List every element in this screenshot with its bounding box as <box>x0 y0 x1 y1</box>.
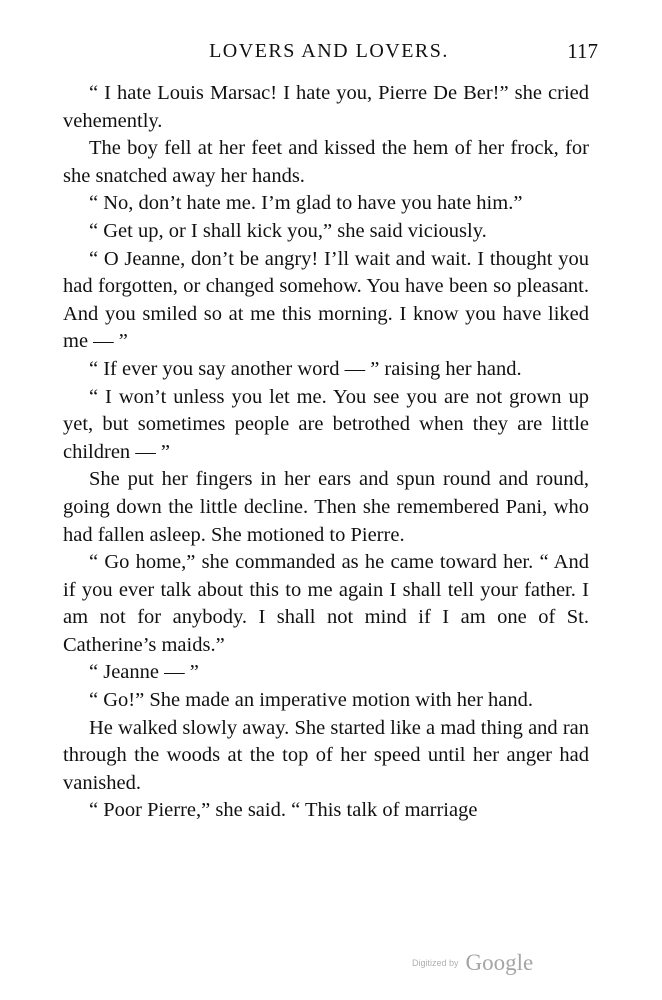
paragraph: “ I won’t unless you let me. You see you are not grown up yet, but sometimes people are betrothed when they are little children — ” <box>63 385 589 463</box>
paragraph: The boy fell at her feet and kissed the hem of her frock, for she snatched away her hands. <box>63 137 589 187</box>
running-head <box>60 36 598 66</box>
paragraph: “ No, don’t hate me. I’m glad to have you hate him.” <box>89 192 523 215</box>
running-title: LOVERS AND LOVERS. <box>209 40 449 62</box>
paragraph: “ Get up, or I shall kick you,” she said viciously. <box>89 219 487 242</box>
paragraph: “ Go!” She made an imperative motion with her hand. <box>89 689 534 712</box>
digitized-by-label: Digitized by <box>412 958 459 968</box>
digitized-by-google-watermark <box>412 950 533 978</box>
page-number: 117 <box>567 39 598 63</box>
paragraph: “ If ever you say another word — ” raising her hand. <box>89 357 522 380</box>
paragraph: “ I hate Louis Marsac! I hate you, Pierre De Ber!” she cried vehemently. <box>63 82 589 132</box>
paragraph: “ Poor Pierre,” she said. “ This talk of marriage <box>89 799 478 822</box>
paragraph: “ Go home,” she commanded as he came toward her. “ And if you ever talk about this to me again I shall tell your father. I am not for anybody. I shall not mind if I am one of St. Catherine’s maids.” <box>63 551 589 656</box>
paragraph: “ Jeanne — ” <box>89 661 199 684</box>
paragraph: She put her fingers in her ears and spun round and round, going down the little decline. Then she remembered Pani, who had fallen asleep. She motioned to Pierre. <box>63 468 589 546</box>
paragraph: He walked slowly away. She started like a mad thing and ran through the woods at the top of her speed until her anger had vanished. <box>63 716 589 794</box>
google-logo: Google <box>465 950 534 975</box>
body-text <box>63 80 589 825</box>
paragraph: “ O Jeanne, don’t be angry! I’ll wait and wait. I thought you had forgotten, or changed somehow. You have been so pleasant. And you smiled so at me this morning. I know you have liked me — ” <box>63 247 589 353</box>
